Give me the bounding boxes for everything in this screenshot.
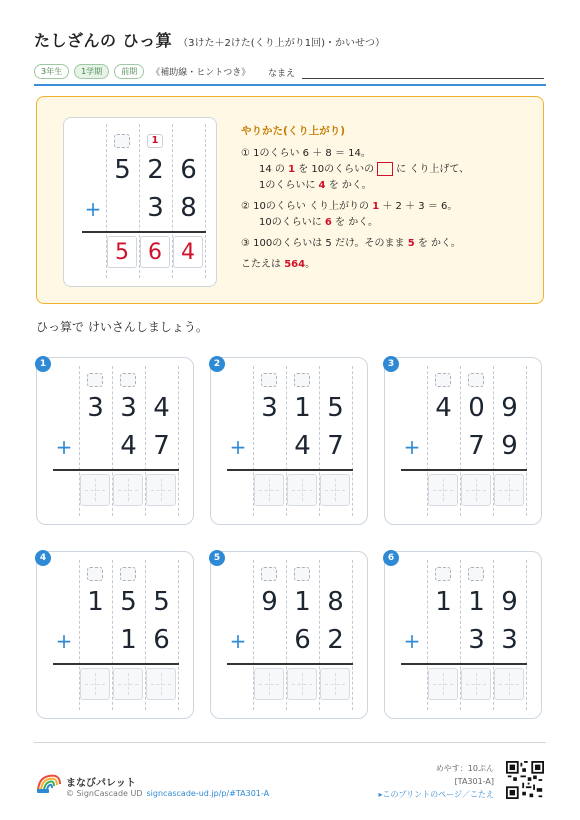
palette-logo-icon [36, 772, 62, 794]
answer-box-tens[interactable] [287, 474, 317, 506]
example-answer-tens: 6 [140, 236, 170, 268]
time-estimate: めやす：10ぷん [435, 764, 494, 773]
name-label: なまえ [268, 69, 296, 79]
bottom-digit-ones: 3 [501, 625, 518, 655]
example-top-tens: 2 [147, 155, 164, 185]
hint-note: 《補助線・ヒントつき》 [151, 68, 251, 78]
bottom-digit-ones: 7 [327, 431, 344, 461]
column-guide [526, 560, 527, 710]
carry-box-filled: 1 [147, 134, 163, 148]
answer-box-tens[interactable] [113, 668, 143, 700]
step-1-line-c [241, 178, 531, 194]
top-digit-tens: 5 [120, 587, 137, 617]
red-digit: 5 [407, 237, 415, 249]
answer-box-ones[interactable] [146, 474, 176, 506]
problem-number-badge: 6 [383, 550, 399, 566]
text: を かく。 [414, 237, 461, 249]
bottom-digit-tens: 4 [294, 431, 311, 461]
sum-line [53, 469, 179, 471]
explanation-heading: やりかた(くり上がり) [241, 125, 346, 137]
problem-number-badge: 1 [35, 356, 51, 372]
carry-box[interactable] [87, 567, 103, 581]
example-problem [63, 117, 217, 287]
top-digit-hundreds: 3 [261, 393, 278, 423]
problem-number-badge: 5 [209, 550, 225, 566]
page-title: たしざんの ひっ算 [34, 31, 173, 50]
footer-divider [34, 742, 546, 743]
answer-page-link[interactable]: ▸このプリントのページ／こたえ [378, 790, 494, 799]
carry-box[interactable] [120, 567, 136, 581]
bottom-digit-ones: 2 [327, 625, 344, 655]
text: 1のくらいに [259, 179, 319, 191]
header-divider [34, 84, 546, 86]
page-subtitle: （3けた＋2けた(くり上がり1回)・かいせつ） [178, 38, 385, 49]
answer-box-ones[interactable] [320, 474, 350, 506]
sum-line [401, 663, 527, 665]
answer-box-tens[interactable] [287, 668, 317, 700]
example-answer-ones: 4 [173, 236, 203, 268]
final-answer [241, 257, 531, 273]
answer-box-hundreds[interactable] [254, 474, 284, 506]
text: 14 の [259, 163, 289, 175]
explanation [241, 123, 531, 278]
answer-box-hundreds[interactable] [428, 474, 458, 506]
plus-sign: + [55, 629, 73, 653]
carry-box [114, 134, 130, 148]
blank-box-icon [377, 162, 393, 176]
print-code: [TA301-A] [454, 777, 494, 786]
top-digit-ones: 9 [501, 393, 518, 423]
red-digit: 6 [324, 216, 332, 228]
top-digit-tens: 1 [294, 587, 311, 617]
top-digit-hundreds: 1 [87, 587, 104, 617]
top-digit-tens: 3 [120, 393, 137, 423]
problem-card [384, 357, 542, 525]
answer-box-ones[interactable] [494, 668, 524, 700]
plus-sign: + [229, 435, 247, 459]
tag-grade: 3年生 [34, 64, 69, 79]
example-answer-hundreds: 5 [107, 236, 137, 268]
tag-row [34, 64, 250, 79]
example-bottom-ones: 8 [180, 193, 197, 223]
problem-card [36, 357, 194, 525]
text: ③ 100のくらいは 5 だけ。そのまま [241, 237, 408, 249]
example-top-hundreds: 5 [114, 155, 131, 185]
page-header [34, 28, 385, 51]
column-guide [178, 560, 179, 710]
red-digit: 1 [288, 163, 296, 175]
plus-sign: + [403, 435, 421, 459]
text: 。 [305, 258, 316, 270]
text: を かく。 [331, 216, 379, 228]
sum-line [401, 469, 527, 471]
plus-sign: + [229, 629, 247, 653]
answer-box-ones[interactable] [320, 668, 350, 700]
instruction-text: ひっ算で けいさんしましょう。 [36, 320, 208, 334]
red-answer: 564 [284, 258, 306, 270]
step-2-line-b [241, 215, 531, 231]
text: こたえは [241, 258, 285, 270]
carry-box[interactable] [294, 373, 310, 387]
answer-box-hundreds[interactable] [254, 668, 284, 700]
site-link[interactable]: signcascade-ud.jp/p/#TA301-A [146, 789, 270, 798]
problem-number-badge: 4 [35, 550, 51, 566]
bottom-digit-ones: 7 [153, 431, 170, 461]
carry-box[interactable] [294, 567, 310, 581]
plus-sign: + [403, 629, 421, 653]
bottom-digit-tens: 1 [120, 625, 137, 655]
column-guide [178, 366, 179, 516]
answer-box-tens[interactable] [113, 474, 143, 506]
top-digit-hundreds: 1 [435, 587, 452, 617]
answer-box-ones[interactable] [146, 668, 176, 700]
carry-box[interactable] [435, 567, 451, 581]
text: ＋ 2 ＋ 3 ＝ 6。 [379, 200, 458, 212]
name-line [302, 78, 544, 79]
carry-box[interactable] [468, 373, 484, 387]
carry-box[interactable] [261, 373, 277, 387]
bottom-digit-tens: 6 [294, 625, 311, 655]
column-guide [205, 124, 206, 278]
copyright [66, 789, 269, 798]
answer-box-hundreds[interactable] [80, 668, 110, 700]
top-digit-ones: 5 [153, 587, 170, 617]
top-digit-ones: 8 [327, 587, 344, 617]
problem-card [210, 551, 368, 719]
text: を 10のくらいの [295, 163, 375, 175]
carry-box[interactable] [87, 373, 103, 387]
step-1-line-b [241, 162, 531, 178]
plus-sign: + [55, 435, 73, 459]
example-box [36, 96, 544, 304]
top-digit-tens: 1 [294, 393, 311, 423]
top-digit-tens: 0 [468, 393, 485, 423]
step-1-line-a: ① 1のくらい 6 ＋ 8 ＝ 14。 [241, 147, 371, 159]
answer-box-hundreds[interactable] [80, 474, 110, 506]
red-digit: 1 [372, 200, 380, 212]
bottom-digit-ones: 6 [153, 625, 170, 655]
carry-box[interactable] [261, 567, 277, 581]
sum-line [53, 663, 179, 665]
column-guide [352, 366, 353, 516]
answer-box-hundreds[interactable] [428, 668, 458, 700]
plus-sign: + [84, 197, 102, 221]
problem-card [384, 551, 542, 719]
tag-term: 1学期 [74, 64, 109, 79]
tag-period: 前期 [114, 64, 144, 79]
column-guide [526, 366, 527, 516]
sum-line [227, 469, 353, 471]
top-digit-ones: 9 [501, 587, 518, 617]
text: ② 10のくらい くり上がりの [241, 200, 373, 212]
text: を かく。 [325, 179, 372, 191]
text: に くり上げて、 [396, 163, 470, 175]
carry-box[interactable] [120, 373, 136, 387]
example-top-ones: 6 [180, 155, 197, 185]
top-digit-hundreds: 3 [87, 393, 104, 423]
problem-number-badge: 3 [383, 356, 399, 372]
step-2 [241, 199, 531, 231]
step-2-line-a [241, 199, 531, 215]
bottom-digit-tens: 7 [468, 431, 485, 461]
sum-line [82, 231, 206, 233]
step-3-line-a [241, 236, 531, 252]
step-3 [241, 236, 531, 252]
top-digit-tens: 1 [468, 587, 485, 617]
print-meta [436, 762, 494, 788]
final-answer-line [241, 257, 531, 273]
example-bottom-tens: 3 [147, 193, 164, 223]
column-guide [352, 560, 353, 710]
brand-name: まなびパレット [66, 778, 136, 789]
carry-box[interactable] [468, 567, 484, 581]
bottom-digit-tens: 3 [468, 625, 485, 655]
answer-box-tens[interactable] [461, 474, 491, 506]
problem-number-badge: 2 [209, 356, 225, 372]
red-digit: 4 [318, 179, 326, 191]
top-digit-ones: 4 [153, 393, 170, 423]
step-1 [241, 146, 531, 194]
qr-code-icon[interactable] [506, 761, 544, 799]
text: 10のくらいに [259, 216, 325, 228]
top-digit-ones: 5 [327, 393, 344, 423]
problem-card [210, 357, 368, 525]
copyright-text: © SignCascade UD [66, 789, 143, 798]
answer-box-tens[interactable] [461, 668, 491, 700]
top-digit-hundreds: 9 [261, 587, 278, 617]
sum-line [227, 663, 353, 665]
bottom-digit-tens: 4 [120, 431, 137, 461]
bottom-digit-ones: 9 [501, 431, 518, 461]
answer-box-ones[interactable] [494, 474, 524, 506]
top-digit-hundreds: 4 [435, 393, 452, 423]
carry-box[interactable] [435, 373, 451, 387]
problem-card [36, 551, 194, 719]
